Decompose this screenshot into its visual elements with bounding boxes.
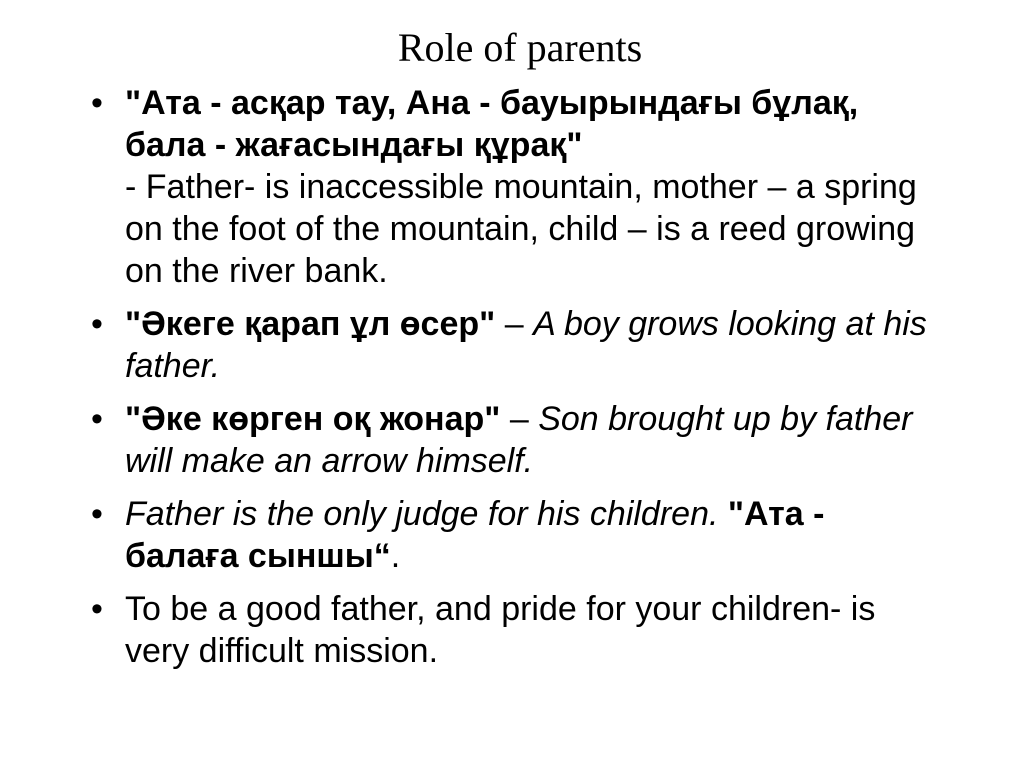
bullet-dot-icon: • — [91, 400, 103, 438]
statement-text: To be a good father, and pride for your children- is very difficult mission. — [125, 590, 876, 670]
proverb-translation: A boy grows looking at his father. — [125, 305, 927, 385]
proverb-translation: Son brought up by father will make an arrow himself. — [125, 400, 913, 480]
proverb-translation: Father is the only judge for his children. — [125, 495, 719, 533]
list-item — [82, 398, 942, 482]
sentence-end: . — [390, 537, 401, 575]
slide-title: Role of parents — [397, 25, 643, 70]
kazakh-proverb: "Әке көрген оқ жонар" — [125, 400, 501, 438]
list-item — [82, 588, 942, 672]
bullet-dot-icon: • — [91, 84, 103, 122]
kazakh-proverb: "Әкеге қарап ұл өсер" — [125, 305, 496, 343]
list-item — [82, 82, 942, 292]
list-item — [82, 303, 942, 387]
bullet-list — [82, 82, 942, 683]
proverb-translation: - Father- is inaccessible mountain, mother – a spring on the foot of the mountain, child – is a reed growing on the river bank. — [125, 168, 917, 290]
bullet-dot-icon: • — [91, 305, 103, 343]
bullet-dot-icon: • — [91, 590, 103, 628]
kazakh-proverb: "Ата - асқар тау, Ана - бауырындағы бұлақ, бала - жағасындағы құрақ" — [125, 84, 859, 164]
dash-separator: – — [500, 400, 539, 438]
kazakh-proverb: "Ата - балаға сыншы“ — [125, 495, 825, 575]
dash-separator: – — [495, 305, 534, 343]
list-item — [82, 493, 942, 577]
bullet-dot-icon: • — [91, 495, 103, 533]
